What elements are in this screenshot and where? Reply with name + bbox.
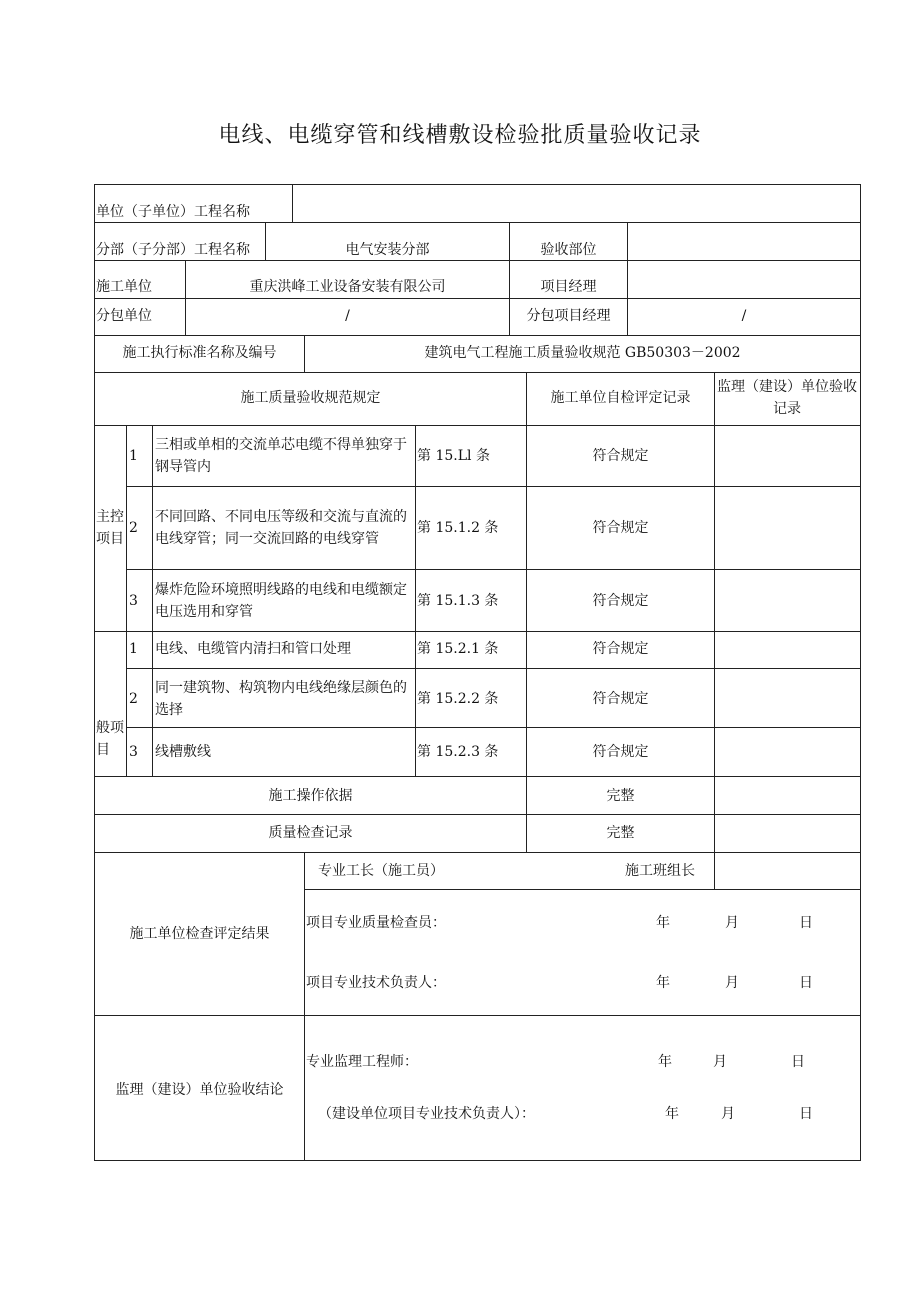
self-check-column-header: 施工单位自检评定记录	[550, 390, 691, 406]
subcontractor-label: 分包单位	[96, 308, 152, 324]
date-month: 月	[721, 1106, 735, 1122]
main-item-no: 2	[129, 520, 138, 536]
main-item-clause: 第 15.1.3 条	[417, 593, 499, 609]
subcontractor-value[interactable]: /	[345, 308, 350, 324]
contractor-label: 施工单位	[96, 279, 152, 295]
team-leader-label: 施工班组长	[625, 863, 695, 879]
general-item-result[interactable]: 符合规定	[592, 641, 649, 657]
date-month: 月	[725, 975, 739, 991]
sub-project-manager-value[interactable]: /	[741, 308, 747, 324]
supervision-column-header: 监理（建设）单位验收记录	[717, 379, 857, 417]
contractor-value[interactable]: 重庆洪峰工业设备安装有限公司	[249, 279, 446, 295]
date-day: 日	[791, 1054, 805, 1070]
page-title: 电线、电缆穿管和线槽敷设检验批质量验收记录	[218, 123, 702, 148]
general-item-desc: 线槽敷线	[155, 744, 211, 760]
main-item-clause: 第 15.Ll 条	[417, 448, 490, 464]
date-year: 年	[656, 915, 670, 931]
main-item-no: 1	[129, 448, 138, 464]
sub-project-manager-label: 分包项目经理	[526, 308, 611, 324]
main-item-desc: 三相或单相的交流单芯电缆不得单独穿于钢导管内	[155, 437, 407, 475]
general-item-result[interactable]: 符合规定	[592, 691, 649, 707]
main-item-desc: 爆炸危险环境照明线路的电线和电缆额定电压选用和穿管	[155, 582, 407, 620]
date-day: 日	[799, 975, 813, 991]
general-item-desc: 同一建筑物、构筑物内电线绝缘层颜色的选择	[155, 680, 407, 718]
main-item-result[interactable]: 符合规定	[592, 448, 649, 464]
main-item-no: 3	[129, 593, 138, 609]
general-item-clause: 第 15.2.1 条	[417, 641, 499, 657]
supervising-engineer-label: 专业监理工程师：	[306, 1054, 418, 1070]
general-item-desc: 电线、电缆管内清扫和管口处理	[155, 641, 351, 657]
standard-value[interactable]: 建筑电气工程施工质量验收规范 GB50303－2002	[424, 345, 741, 361]
owner-tech-lead-label: （建设单位项目专业技术负责人）：	[318, 1106, 535, 1122]
general-items-group-label: 般项目	[96, 720, 124, 758]
spec-column-header: 施工质量验收规范规定	[240, 390, 381, 406]
date-day: 日	[799, 915, 813, 931]
operation-basis-value[interactable]: 完整	[606, 788, 635, 804]
inspection-part-label: 验收部位	[540, 242, 597, 258]
general-item-clause: 第 15.2.3 条	[417, 744, 499, 760]
contractor-result-label: 施工单位检查评定结果	[129, 926, 270, 942]
date-year: 年	[658, 1054, 672, 1070]
main-item-result[interactable]: 符合规定	[592, 520, 649, 536]
quality-record-value[interactable]: 完整	[606, 825, 635, 841]
quality-record-label: 质量检查记录	[268, 825, 353, 841]
project-manager-label: 项目经理	[540, 279, 597, 295]
foreman-label: 专业工长（施工员）	[318, 863, 444, 879]
tech-lead-label: 项目专业技术负责人：	[306, 975, 446, 991]
unit-project-label: 单位（子单位）工程名称	[96, 204, 250, 220]
date-year: 年	[656, 975, 670, 991]
main-item-desc: 不同回路、不同电压等级和交流与直流的电线穿管；同一交流回路的电线穿管	[155, 509, 407, 547]
division-label: 分部（子分部）工程名称	[96, 242, 250, 258]
main-items-group-label: 主控项目	[96, 509, 124, 547]
general-item-clause: 第 15.2.2 条	[417, 691, 499, 707]
date-month: 月	[725, 915, 739, 931]
operation-basis-label: 施工操作依据	[268, 788, 353, 804]
date-month: 月	[713, 1054, 727, 1070]
division-value[interactable]: 电气安装分部	[345, 242, 430, 258]
general-item-no: 1	[129, 641, 138, 657]
supervision-result-label: 监理（建设）单位验收结论	[115, 1082, 284, 1098]
quality-inspector-label: 项目专业质量检查员：	[306, 915, 446, 931]
standard-label: 施工执行标准名称及编号	[122, 345, 277, 361]
main-item-clause: 第 15.1.2 条	[417, 520, 499, 536]
general-item-result[interactable]: 符合规定	[592, 744, 649, 760]
date-day: 日	[799, 1106, 813, 1122]
date-year: 年	[665, 1106, 679, 1122]
general-item-no: 3	[129, 744, 138, 760]
general-item-no: 2	[129, 691, 138, 707]
main-item-result[interactable]: 符合规定	[592, 593, 649, 609]
